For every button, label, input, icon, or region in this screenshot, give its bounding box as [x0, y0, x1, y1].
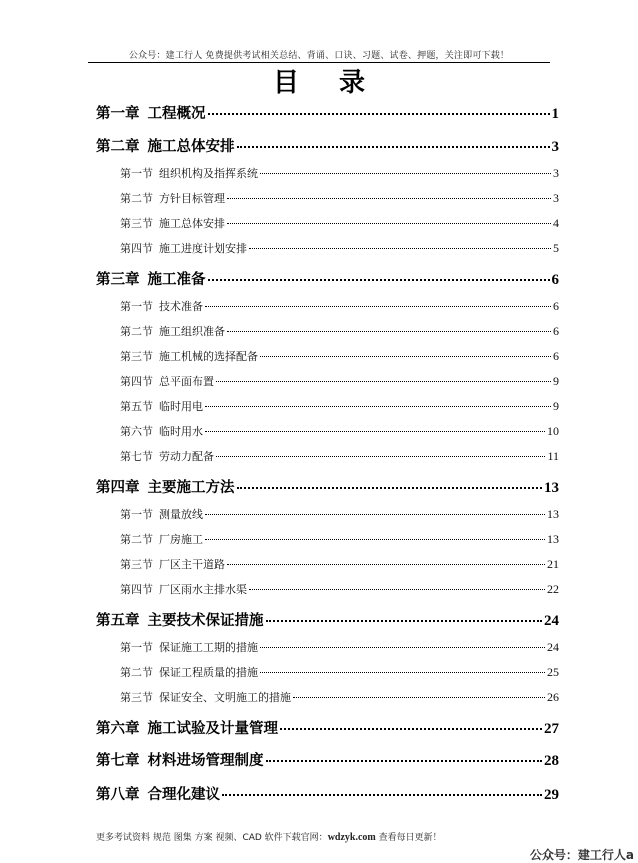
toc-chapter-row[interactable] [96, 102, 559, 123]
toc-entry-number: 第二节 [120, 533, 153, 546]
toc-entry-number: 第三节 [120, 350, 153, 363]
toc-dot-leader [260, 356, 551, 357]
toc-dot-leader [227, 198, 551, 199]
toc-dot-leader [260, 173, 551, 174]
toc-entry-number: 第二章 [96, 139, 140, 155]
toc-dot-leader [216, 381, 551, 382]
toc-entry-title: 临时用电 [159, 400, 203, 413]
toc-entry-title: 施工试验及计量管理 [147, 721, 278, 737]
page-title: 目录 [272, 68, 405, 98]
toc-entry-title: 合理化建议 [147, 787, 220, 803]
page-header-text: 公众号：建工行人 免费提供考试相关总结、背诵、口诀、习题、试卷、押题，关注即可下载！ [128, 51, 510, 61]
toc-dot-leader [205, 514, 545, 515]
toc-section-row[interactable] [120, 190, 559, 206]
toc-page-number: 10 [547, 424, 559, 438]
toc-page-number: 3 [553, 166, 559, 180]
toc-chapter-row[interactable] [96, 268, 559, 289]
toc-page-number: 11 [547, 449, 559, 463]
toc-entry-number: 第七章 [96, 753, 140, 769]
toc-entry-number: 第一节 [120, 167, 153, 180]
toc-page-number: 24 [547, 640, 559, 654]
toc-chapter-row[interactable] [96, 609, 559, 630]
toc-dot-leader [205, 539, 545, 540]
toc-chapter-row[interactable] [96, 783, 559, 804]
toc-entry-title: 主要技术保证措施 [147, 613, 264, 629]
toc-dot-leader [237, 487, 543, 489]
toc-entry-title: 主要施工方法 [147, 480, 235, 496]
toc-entry-number: 第一节 [120, 641, 153, 654]
toc-page-number: 3 [551, 139, 559, 155]
toc-entry-number: 第一章 [96, 106, 140, 122]
toc-dot-leader [260, 647, 545, 648]
toc-section-row[interactable] [120, 581, 559, 597]
toc-page-number: 9 [553, 399, 559, 413]
watermark: 公众号：建工行人a [529, 848, 634, 862]
toc-section-row[interactable] [120, 448, 559, 464]
toc-entry-title: 厂区主干道路 [159, 558, 225, 571]
toc-dot-leader [208, 113, 550, 115]
toc-entry-number: 第五节 [120, 400, 153, 413]
toc-entry-title: 临时用水 [159, 425, 203, 438]
toc-entry-number: 第四节 [120, 242, 153, 255]
toc-section-row[interactable] [120, 215, 559, 231]
toc-page-number: 5 [553, 241, 559, 255]
toc-entry-title: 施工进度计划安排 [159, 242, 247, 255]
toc-page-number: 4 [553, 216, 559, 230]
toc-entry-title: 测量放线 [159, 508, 203, 521]
page-footer [96, 830, 442, 843]
toc-page-number: 6 [553, 299, 559, 313]
toc-dot-leader [205, 306, 551, 307]
toc-page-number: 29 [544, 787, 559, 803]
toc-entry-title: 劳动力配备 [159, 450, 214, 463]
toc-section-row[interactable] [120, 165, 559, 181]
toc-entry-title: 施工准备 [147, 272, 206, 288]
toc-dot-leader [227, 331, 551, 332]
toc-entry-title: 厂区雨水主排水渠 [159, 583, 247, 596]
toc-page-number: 6 [553, 324, 559, 338]
toc-entry-title: 方针目标管理 [159, 192, 225, 205]
toc-entry-title: 保证安全、文明施工的措施 [159, 691, 291, 704]
toc-entry-title: 组织机构及指挥系统 [159, 167, 258, 180]
toc-entry-number: 第五章 [96, 613, 140, 629]
toc-entry-number: 第一节 [120, 508, 153, 521]
footer-suffix: 查看每日更新！ [375, 833, 442, 843]
toc-page-number: 6 [551, 272, 559, 288]
toc-entry-title: 保证工程质量的措施 [159, 666, 258, 679]
toc-page-number: 3 [553, 191, 559, 205]
toc-chapter-row[interactable] [96, 135, 559, 156]
toc-page-number: 6 [553, 349, 559, 363]
toc-entry-number: 第三章 [96, 272, 140, 288]
toc-dot-leader [293, 697, 545, 698]
toc-dot-leader [227, 564, 545, 565]
toc-dot-leader [208, 279, 550, 281]
toc-dot-leader [266, 760, 543, 762]
toc-entry-title: 总平面布置 [159, 375, 214, 388]
toc-entry-title: 施工机械的选择配备 [159, 350, 258, 363]
toc-section-row[interactable] [120, 639, 559, 655]
toc-section-row[interactable] [120, 556, 559, 572]
toc-entry-number: 第二节 [120, 666, 153, 679]
toc-entry-number: 第三节 [120, 217, 153, 230]
toc-entry-title: 保证施工工期的措施 [159, 641, 258, 654]
toc-entry-number: 第六章 [96, 721, 140, 737]
toc-section-row[interactable] [120, 323, 559, 339]
toc-page-number: 13 [547, 532, 559, 546]
toc-entry-number: 第四节 [120, 583, 153, 596]
toc-dot-leader [216, 456, 545, 457]
toc-dot-leader [249, 589, 545, 590]
toc-section-row[interactable] [120, 240, 559, 256]
toc-entry-title: 工程概况 [147, 106, 206, 122]
toc-entry-number: 第三节 [120, 691, 153, 704]
toc-page-number: 13 [547, 507, 559, 521]
toc-section-row[interactable] [120, 398, 559, 414]
toc-page-number: 27 [544, 721, 559, 737]
toc-page-number: 21 [547, 557, 559, 571]
toc-entry-number: 第八章 [96, 787, 140, 803]
footer-url[interactable]: wdzyk.com [327, 832, 376, 843]
toc-dot-leader [249, 248, 551, 249]
toc-page-number: 25 [547, 665, 559, 679]
toc-page-number: 13 [544, 480, 559, 496]
toc-chapter-row[interactable] [96, 749, 559, 770]
toc-section-row[interactable] [120, 423, 559, 439]
toc-page-number: 28 [544, 753, 559, 769]
toc-dot-leader [280, 728, 542, 730]
toc-section-row[interactable] [120, 506, 559, 522]
toc-dot-leader [266, 620, 543, 622]
toc-page-number: 26 [547, 690, 559, 704]
toc-section-row[interactable] [120, 531, 559, 547]
toc-dot-leader [260, 672, 545, 673]
toc-entry-number: 第六节 [120, 425, 153, 438]
toc-entry-number: 第七节 [120, 450, 153, 463]
toc-page-number: 9 [553, 374, 559, 388]
toc-section-row[interactable] [120, 664, 559, 680]
toc-chapter-row[interactable] [96, 717, 559, 738]
toc-page-number: 1 [551, 106, 559, 122]
toc-page-number: 24 [544, 613, 559, 629]
toc-dot-leader [222, 794, 542, 796]
toc-entry-title: 施工总体安排 [159, 217, 225, 230]
toc-entry-title: 施工总体安排 [147, 139, 235, 155]
toc-section-row[interactable] [120, 373, 559, 389]
toc-entry-number: 第二节 [120, 192, 153, 205]
toc-entry-number: 第三节 [120, 558, 153, 571]
toc-section-row[interactable] [120, 298, 559, 314]
toc-entry-title: 施工组织准备 [159, 325, 225, 338]
toc-dot-leader [227, 223, 551, 224]
toc-entry-number: 第一节 [120, 300, 153, 313]
toc-entry-number: 第二节 [120, 325, 153, 338]
toc-section-row[interactable] [120, 348, 559, 364]
toc-entry-number: 第四章 [96, 480, 140, 496]
toc-page-number: 22 [547, 582, 559, 596]
footer-prefix: 更多考试资料 规范 图集 方案 视频、CAD 软件下载官网： [96, 833, 328, 843]
toc-dot-leader [237, 146, 550, 148]
toc-dot-leader [205, 431, 545, 432]
toc-entry-title: 厂房施工 [159, 533, 203, 546]
toc-entry-number: 第四节 [120, 375, 153, 388]
toc-section-row[interactable] [120, 689, 559, 705]
toc-entry-title: 技术准备 [159, 300, 203, 313]
toc-chapter-row[interactable] [96, 476, 559, 497]
toc-dot-leader [205, 406, 551, 407]
toc-entry-title: 材料进场管理制度 [147, 753, 264, 769]
